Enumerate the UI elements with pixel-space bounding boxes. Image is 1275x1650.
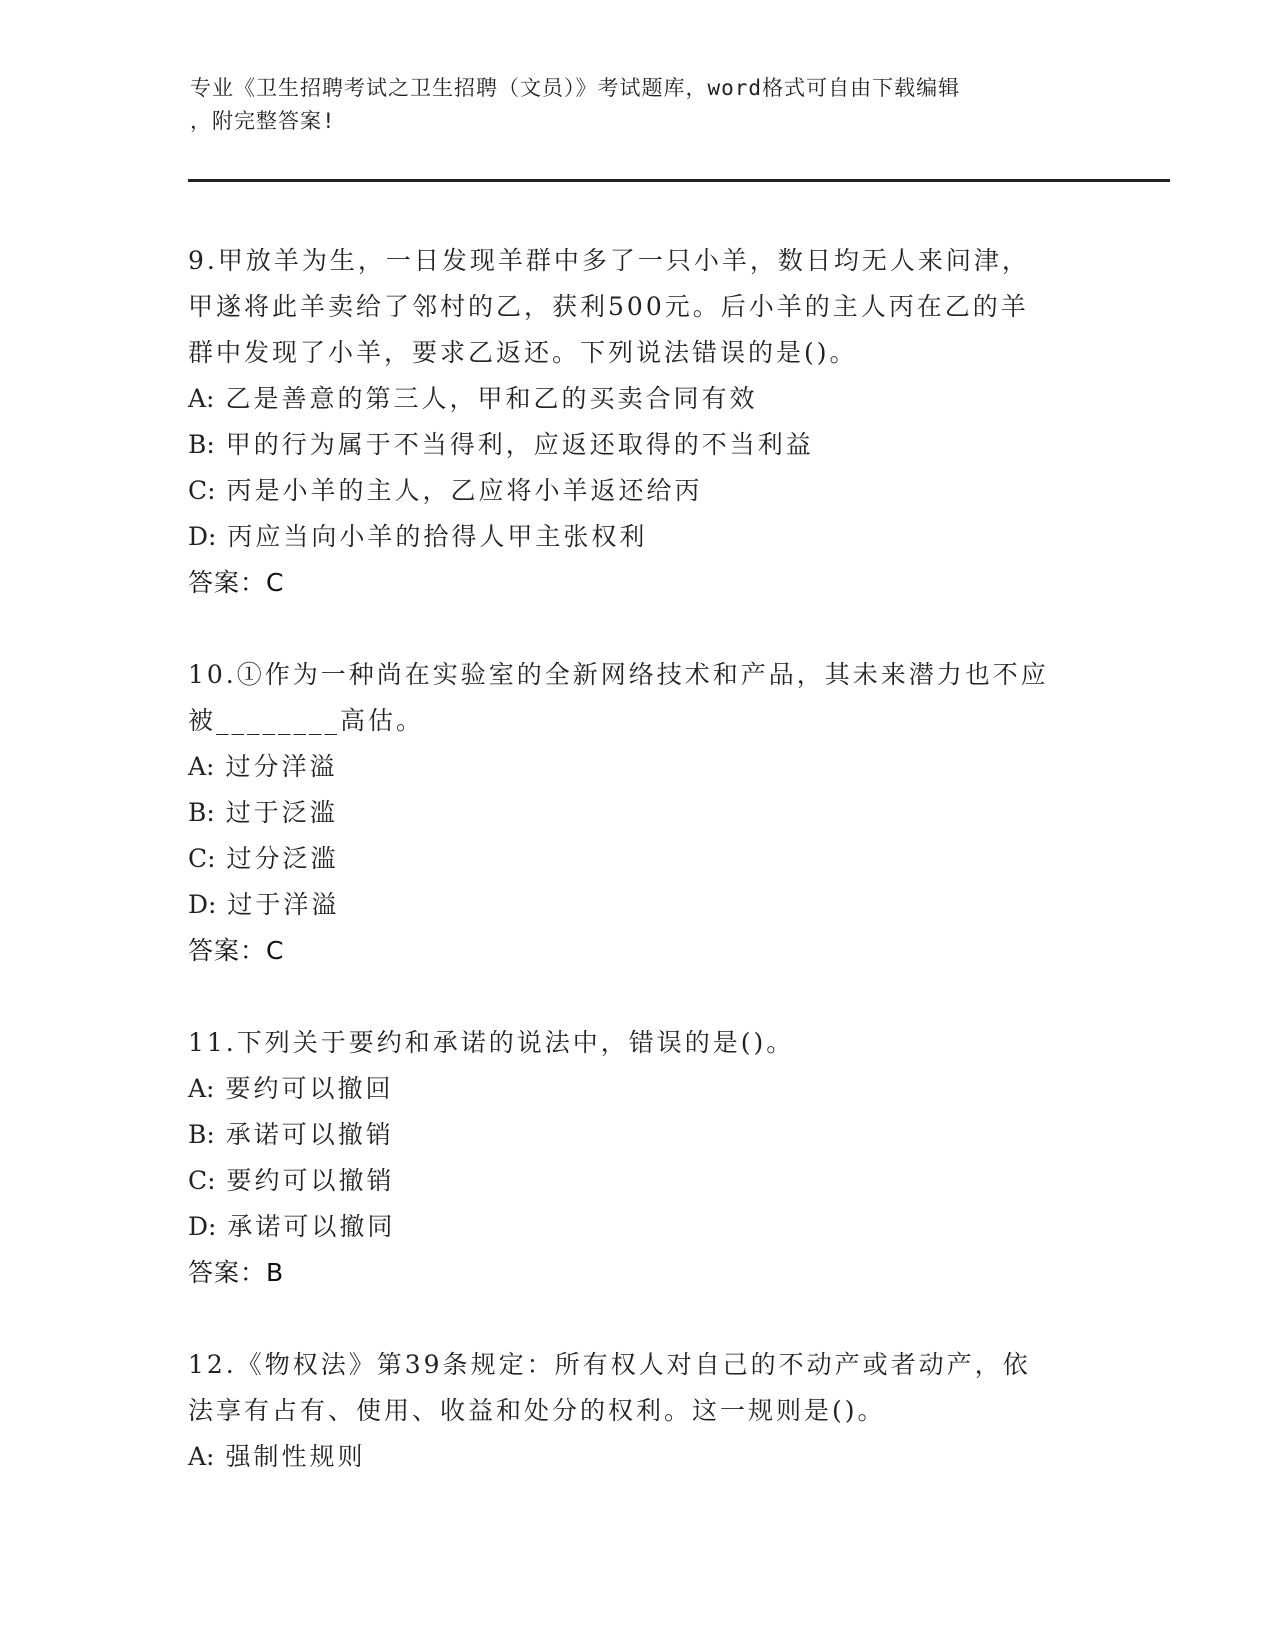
question-list <box>188 238 1088 1526</box>
option-letter: A: <box>188 1442 215 1471</box>
option-letter: B: <box>188 798 215 827</box>
question-stem <box>188 1342 1088 1434</box>
header-line-2: ，附完整答案! <box>190 109 336 133</box>
option-text: 过于洋溢 <box>227 890 340 919</box>
question-stem-line: 12.《物权法》第39条规定：所有权人对自己的不动产或者动产，依 <box>188 1350 1031 1379</box>
option-text: 承诺可以撤销 <box>225 1120 394 1149</box>
option-text: 过于泛滥 <box>225 798 338 827</box>
option-letter: D: <box>188 1212 217 1241</box>
question-12 <box>188 1342 1088 1480</box>
question-10 <box>188 652 1088 974</box>
option-b <box>188 422 1088 468</box>
answer-line: 答案：B <box>188 1258 285 1287</box>
question-stem <box>188 652 1088 744</box>
header-line-1: 专业《卫生招聘考试之卫生招聘（文员）》考试题库，word格式可自由下载编辑 <box>190 76 961 100</box>
option-letter: C: <box>188 844 216 873</box>
option-text: 丙应当向小羊的拾得人甲主张权利 <box>227 522 648 551</box>
question-stem-line: 9.甲放羊为生，一日发现羊群中多了一只小羊，数日均无人来问津， <box>188 246 1030 275</box>
option-letter: A: <box>188 384 215 413</box>
option-letter: A: <box>188 1074 215 1103</box>
option-text: 甲的行为属于不当得利，应返还取得的不当利益 <box>225 430 814 459</box>
question-9 <box>188 238 1088 606</box>
option-c <box>188 468 1088 514</box>
option-b <box>188 1112 1088 1158</box>
option-a <box>188 376 1088 422</box>
question-11 <box>188 1020 1088 1296</box>
option-c <box>188 1158 1088 1204</box>
option-text: 丙是小羊的主人，乙应将小羊返还给丙 <box>226 476 703 505</box>
option-d <box>188 1204 1088 1250</box>
option-c <box>188 836 1088 882</box>
option-letter: D: <box>188 890 217 919</box>
question-stem-line: 法享有占有、使用、收益和处分的权利。这一规则是()。 <box>188 1396 886 1425</box>
option-letter: C: <box>188 1166 216 1195</box>
option-letter: B: <box>188 430 215 459</box>
question-stem <box>188 238 1088 376</box>
option-letter: D: <box>188 522 217 551</box>
answer-line: 答案：C <box>188 936 285 965</box>
option-text: 乙是善意的第三人，甲和乙的买卖合同有效 <box>225 384 758 413</box>
answer-line: 答案：C <box>188 568 285 597</box>
question-stem-line: 群中发现了小羊，要求乙返还。下列说法错误的是()。 <box>188 338 858 367</box>
option-letter: B: <box>188 1120 215 1149</box>
option-d <box>188 514 1088 560</box>
option-text: 过分洋溢 <box>225 752 338 781</box>
option-letter: C: <box>188 476 216 505</box>
option-letter: A: <box>188 752 215 781</box>
option-text: 要约可以撤回 <box>225 1074 394 1103</box>
header-divider <box>188 179 1170 182</box>
question-stem-line: 10.①作为一种尚在实验室的全新网络技术和产品，其未来潜力也不应 <box>188 660 1049 689</box>
option-text: 要约可以撤销 <box>226 1166 395 1195</box>
option-text: 承诺可以撤同 <box>227 1212 396 1241</box>
question-stem-line: 甲遂将此羊卖给了邻村的乙，获利500元。后小羊的主人丙在乙的羊 <box>188 292 1029 321</box>
question-stem <box>188 1020 1088 1066</box>
question-stem-line: 11.下列关于要约和承诺的说法中，错误的是()。 <box>188 1028 795 1057</box>
option-d <box>188 882 1088 928</box>
option-b <box>188 790 1088 836</box>
document-header <box>190 72 1090 138</box>
option-a <box>188 744 1088 790</box>
option-a <box>188 1434 1088 1480</box>
option-a <box>188 1066 1088 1112</box>
option-text: 过分泛滥 <box>226 844 339 873</box>
question-stem-line: 被________高估。 <box>188 706 425 735</box>
option-text: 强制性规则 <box>225 1442 366 1471</box>
